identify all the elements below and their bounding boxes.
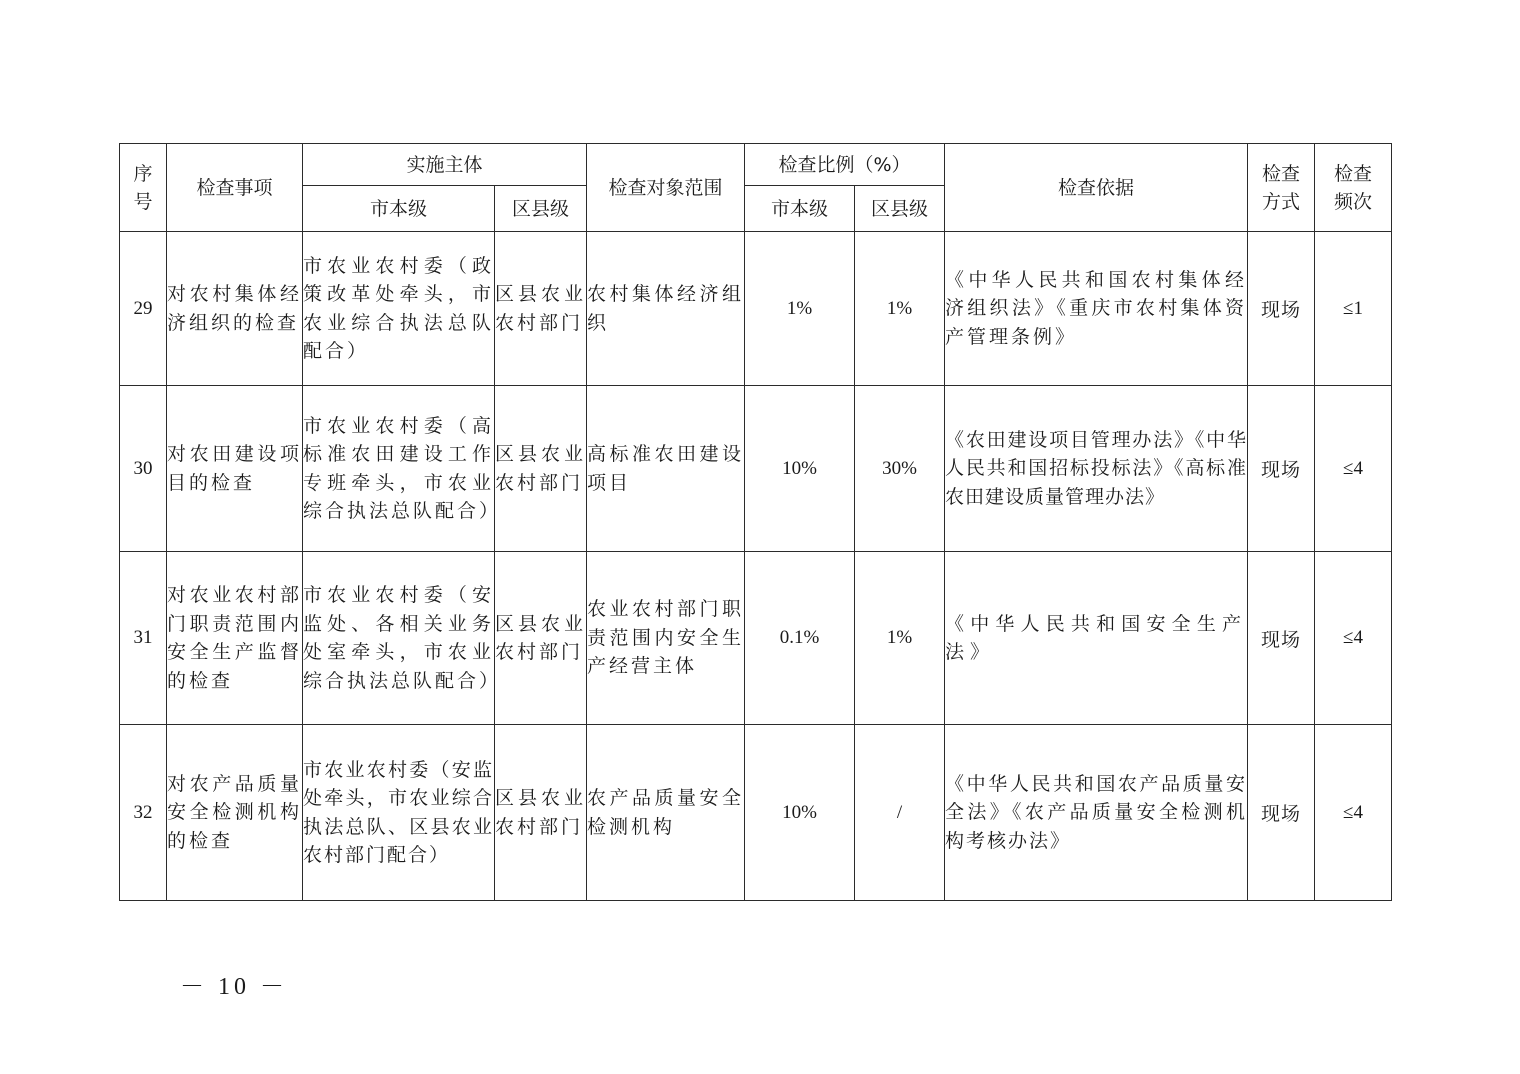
row-method: 现场 (1248, 552, 1315, 725)
row-city-subject: 市农业农村委（安监处、各相关业务处室牵头，市农业综合执法总队配合） (303, 552, 495, 725)
row-frequency: ≤1 (1315, 232, 1392, 386)
header-method: 检查方式 (1248, 144, 1315, 232)
table-row (120, 386, 1392, 552)
row-ratio-district: / (855, 725, 945, 901)
row-basis: 《中华人民共和国农村集体经济组织法》《重庆市农村集体资产管理条例》 (945, 232, 1248, 386)
header-subject-district: 区县级 (495, 186, 587, 232)
header-ratio-district: 区县级 (855, 186, 945, 232)
row-frequency: ≤4 (1315, 552, 1392, 725)
row-method: 现场 (1248, 725, 1315, 901)
row-district-subject: 区县农业农村部门 (495, 386, 587, 552)
row-city-subject: 市农业农村委（高标准农田建设工作专班牵头，市农业综合执法总队配合） (303, 386, 495, 552)
row-scope: 农村集体经济组织 (587, 232, 745, 386)
row-item: 对农村集体经济组织的检查 (167, 232, 303, 386)
row-item: 对农产品质量安全检测机构的检查 (167, 725, 303, 901)
row-district-subject: 区县农业农村部门 (495, 725, 587, 901)
row-district-subject: 区县农业农村部门 (495, 232, 587, 386)
page-number: － 10 － (180, 974, 288, 1000)
header-scope: 检查对象范围 (587, 144, 745, 232)
header-frequency: 检查频次 (1315, 144, 1392, 232)
header-ratio-city: 市本级 (745, 186, 855, 232)
header-subject-city: 市本级 (303, 186, 495, 232)
row-basis: 《农田建设项目管理办法》《中华人民共和国招标投标法》《高标准农田建设质量管理办法》 (945, 386, 1248, 552)
row-basis: 《中华人民共和国安全生产法》 (945, 552, 1248, 725)
row-ratio-district: 1% (855, 552, 945, 725)
row-frequency: ≤4 (1315, 386, 1392, 552)
header-seq: 序号 (120, 144, 167, 232)
row-scope: 高标准农田建设项目 (587, 386, 745, 552)
row-seq: 29 (120, 232, 167, 386)
header-item: 检查事项 (167, 144, 303, 232)
header-basis: 检查依据 (945, 144, 1248, 232)
row-ratio-city: 10% (745, 725, 855, 901)
row-ratio-city: 1% (745, 232, 855, 386)
row-basis: 《中华人民共和国农产品质量安全法》《农产品质量安全检测机构考核办法》 (945, 725, 1248, 901)
row-city-subject: 市农业农村委（政策改革处牵头，市农业综合执法总队配合） (303, 232, 495, 386)
header-ratio: 检查比例（%） (745, 144, 945, 186)
row-scope: 农产品质量安全检测机构 (587, 725, 745, 901)
row-seq: 31 (120, 552, 167, 725)
header-subject: 实施主体 (303, 144, 587, 186)
row-seq: 30 (120, 386, 167, 552)
row-ratio-city: 10% (745, 386, 855, 552)
inspection-table (119, 143, 1392, 901)
table-row (120, 725, 1392, 901)
table-row (120, 552, 1392, 725)
row-item: 对农业农村部门职责范围内安全生产监督的检查 (167, 552, 303, 725)
row-city-subject: 市农业农村委（安监处牵头，市农业综合执法总队、区县农业农村部门配合） (303, 725, 495, 901)
row-ratio-district: 1% (855, 232, 945, 386)
row-frequency: ≤4 (1315, 725, 1392, 901)
table-row (120, 232, 1392, 386)
header-row-1 (120, 144, 1392, 186)
row-method: 现场 (1248, 386, 1315, 552)
row-scope: 农业农村部门职责范围内安全生产经营主体 (587, 552, 745, 725)
row-ratio-city: 0.1% (745, 552, 855, 725)
row-method: 现场 (1248, 232, 1315, 386)
row-ratio-district: 30% (855, 386, 945, 552)
row-item: 对农田建设项目的检查 (167, 386, 303, 552)
row-seq: 32 (120, 725, 167, 901)
row-district-subject: 区县农业农村部门 (495, 552, 587, 725)
